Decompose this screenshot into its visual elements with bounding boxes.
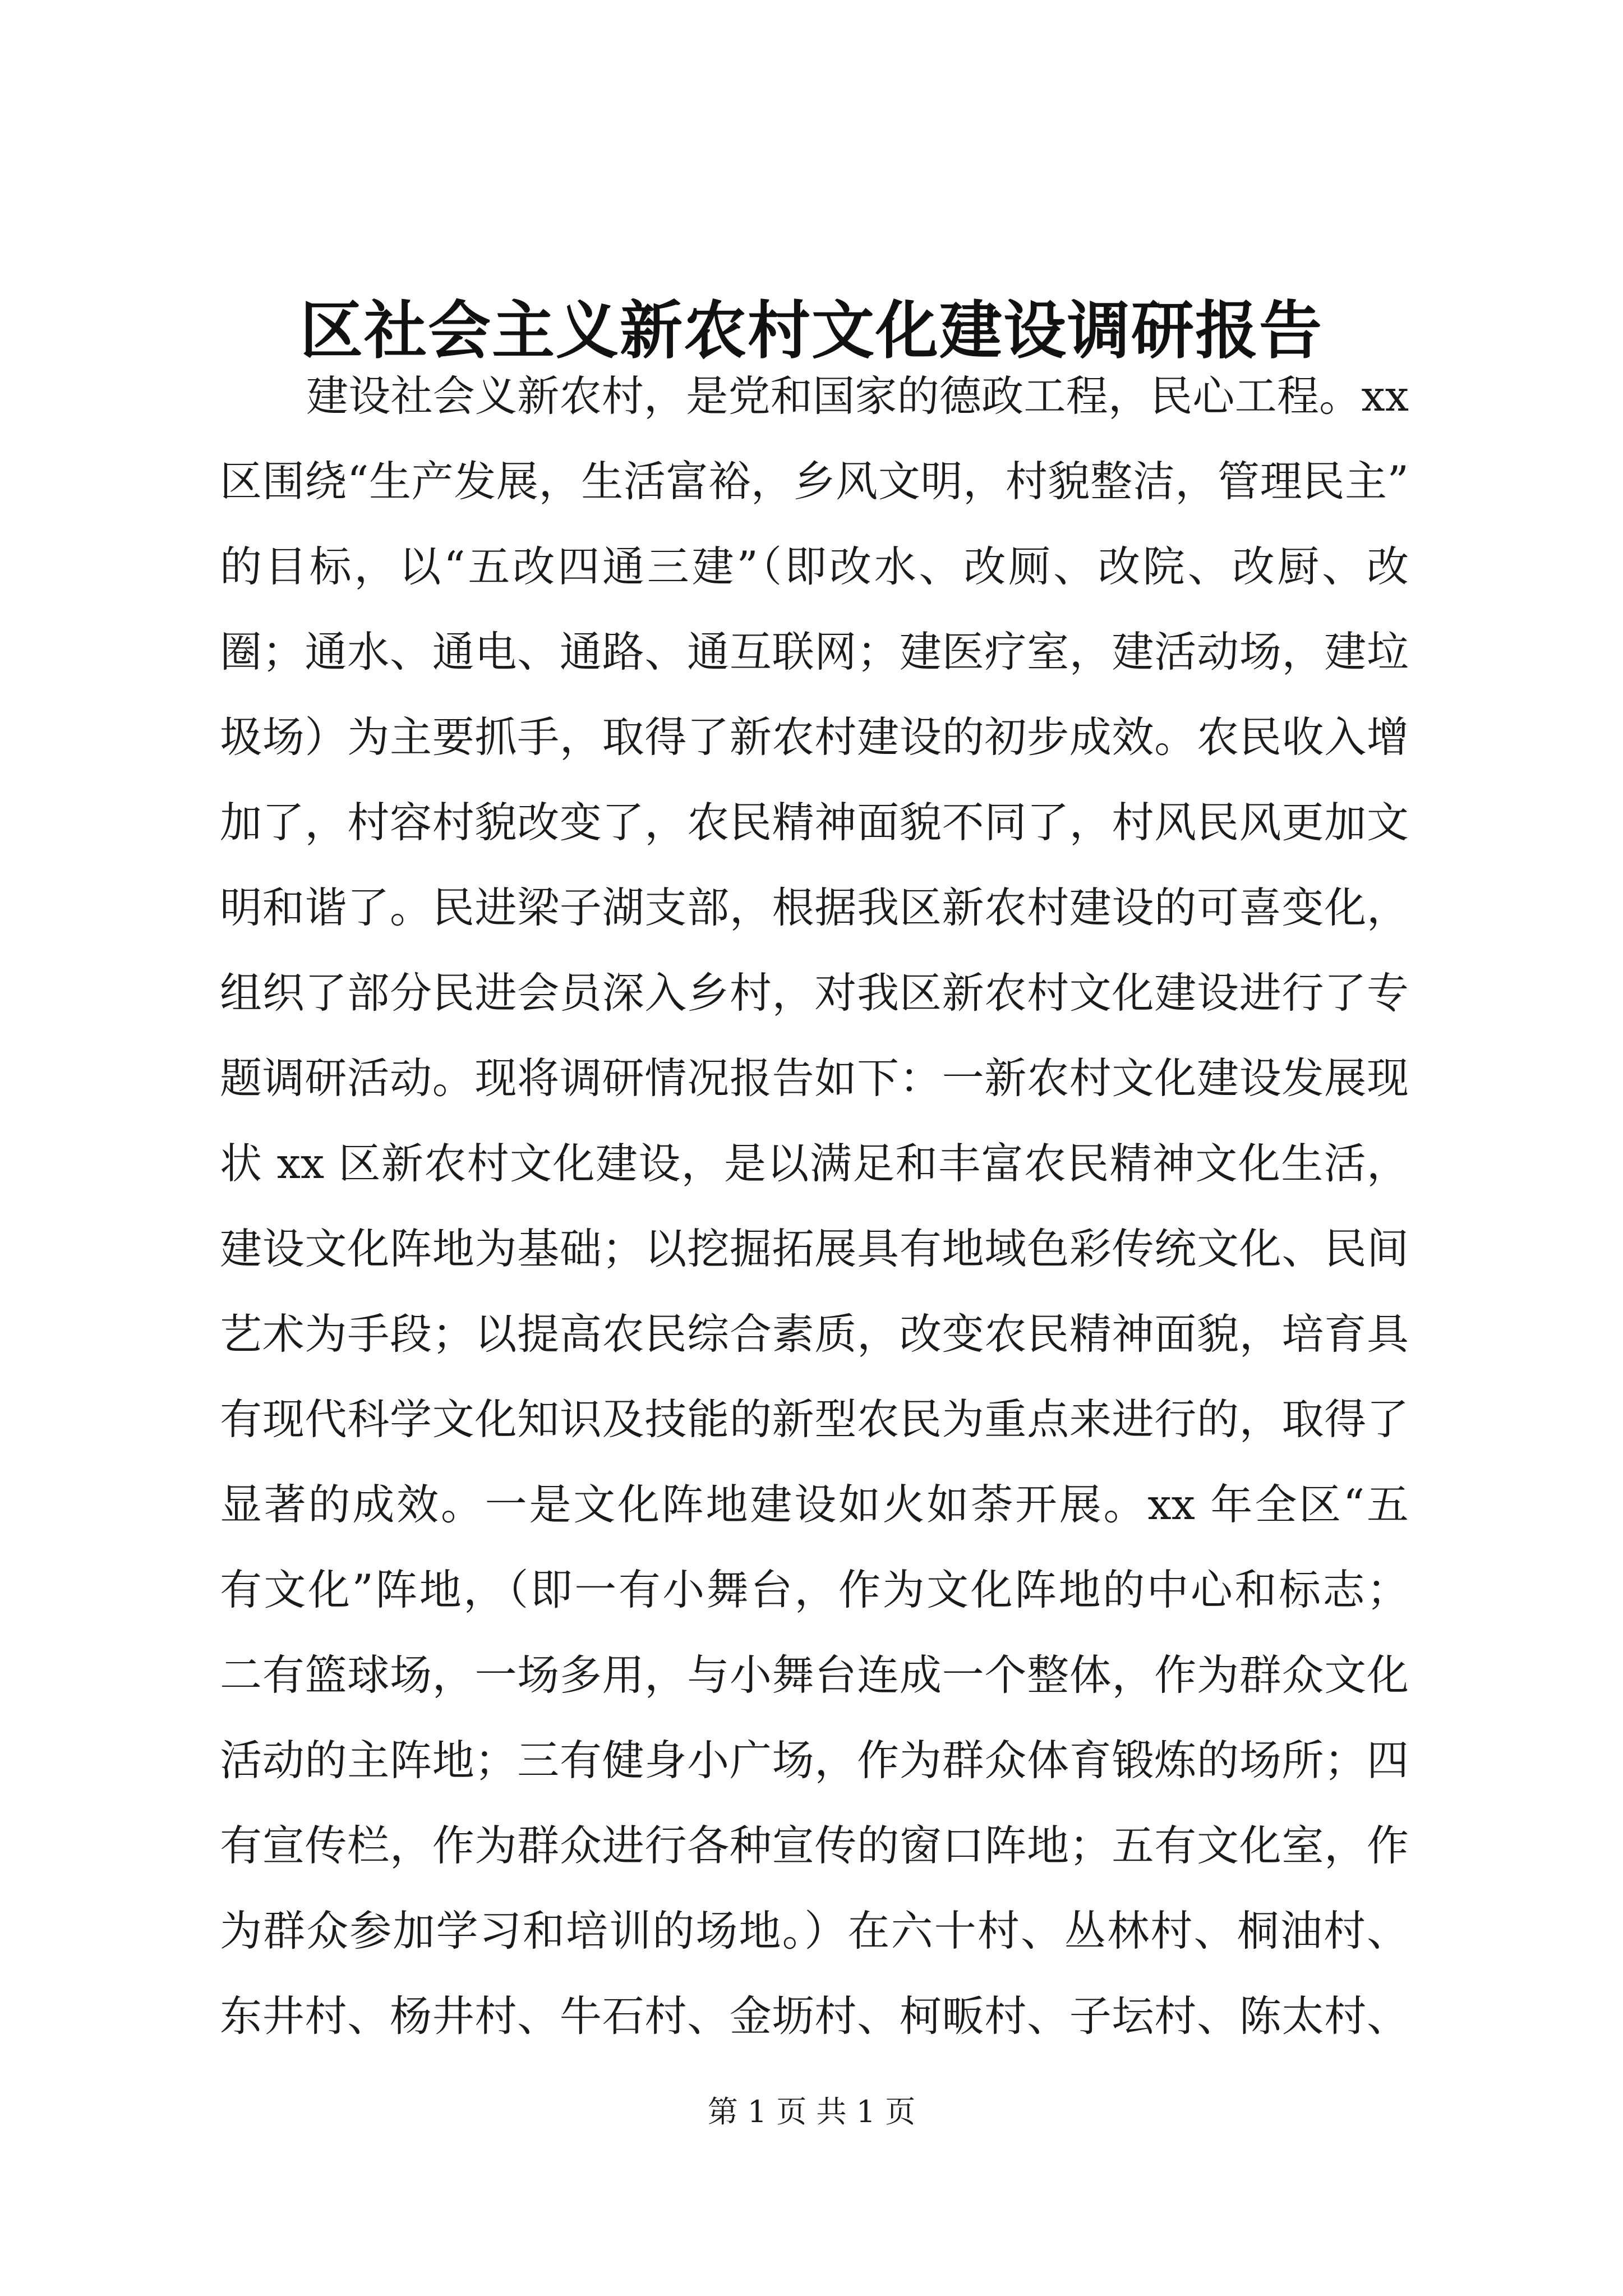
body-line: 状 xx 区新农村文化建设，是以满足和丰富农民精神文化生活， (220, 1139, 1409, 1188)
body-line: 组织了部分民进会员深入乡村，对我区新农村文化建设进行了专 (220, 968, 1409, 1018)
body-line: 加了，村容村貌改变了，农民精神面貌不同了，村风民风更加文 (220, 798, 1409, 847)
page-number: 第 1 页 共 1 页 (707, 2094, 916, 2129)
body-line: 有文化”阵地，（即一有小舞台，作为文化阵地的中心和标志； (220, 1565, 1409, 1614)
body-line: 二有篮球场，一场多用，与小舞台连成一个整体，作为群众文化 (220, 1650, 1409, 1700)
document-body (220, 353, 1409, 2059)
document-title: 区社会主义新农村文化建设调研报告 (300, 294, 1323, 367)
body-line: 艺术为手段；以提高农民综合素质，改变农民精神面貌，培育具 (220, 1309, 1409, 1359)
body-line: 东井村、杨井村、牛石村、金坜村、柯畈村、子坛村、陈太村、 (220, 1991, 1409, 2041)
body-line: 为群众参加学习和培训的场地。）在六十村、丛林村、桐油村、 (220, 1906, 1409, 1955)
body-line: 有宣传栏，作为群众进行各种宣传的窗口阵地；五有文化室，作 (220, 1821, 1409, 1870)
body-line: 建设社会义新农村，是党和国家的德政工程，民心工程。xx (306, 371, 1409, 421)
body-line: 显著的成效。一是文化阵地建设如火如荼开展。xx 年全区“五 (220, 1480, 1409, 1529)
body-line: 建设文化阵地为基础；以挖掘拓展具有地域色彩传统文化、民间 (220, 1224, 1409, 1273)
body-line: 题调研活动。现将调研情况报告如下：一新农村文化建设发展现 (220, 1053, 1409, 1103)
body-line: 区围绕“生产发展，生活富裕，乡风文明，村貌整洁，管理民主” (220, 457, 1409, 506)
body-line: 圾场）为主要抓手，取得了新农村建设的初步成效。农民收入增 (220, 712, 1409, 762)
body-line: 明和谐了。民进梁子湖支部，根据我区新农村建设的可喜变化， (220, 883, 1409, 932)
body-line: 的目标，以“五改四通三建”（即改水、改厕、改院、改厨、改 (220, 542, 1409, 591)
body-line: 有现代科学文化知识及技能的新型农民为重点来进行的，取得了 (220, 1395, 1409, 1444)
body-line: 活动的主阵地；三有健身小广场，作为群众体育锻炼的场所；四 (220, 1736, 1409, 1785)
body-line: 圈；通水、通电、通路、通互联网；建医疗室，建活动场，建垃 (220, 627, 1409, 677)
